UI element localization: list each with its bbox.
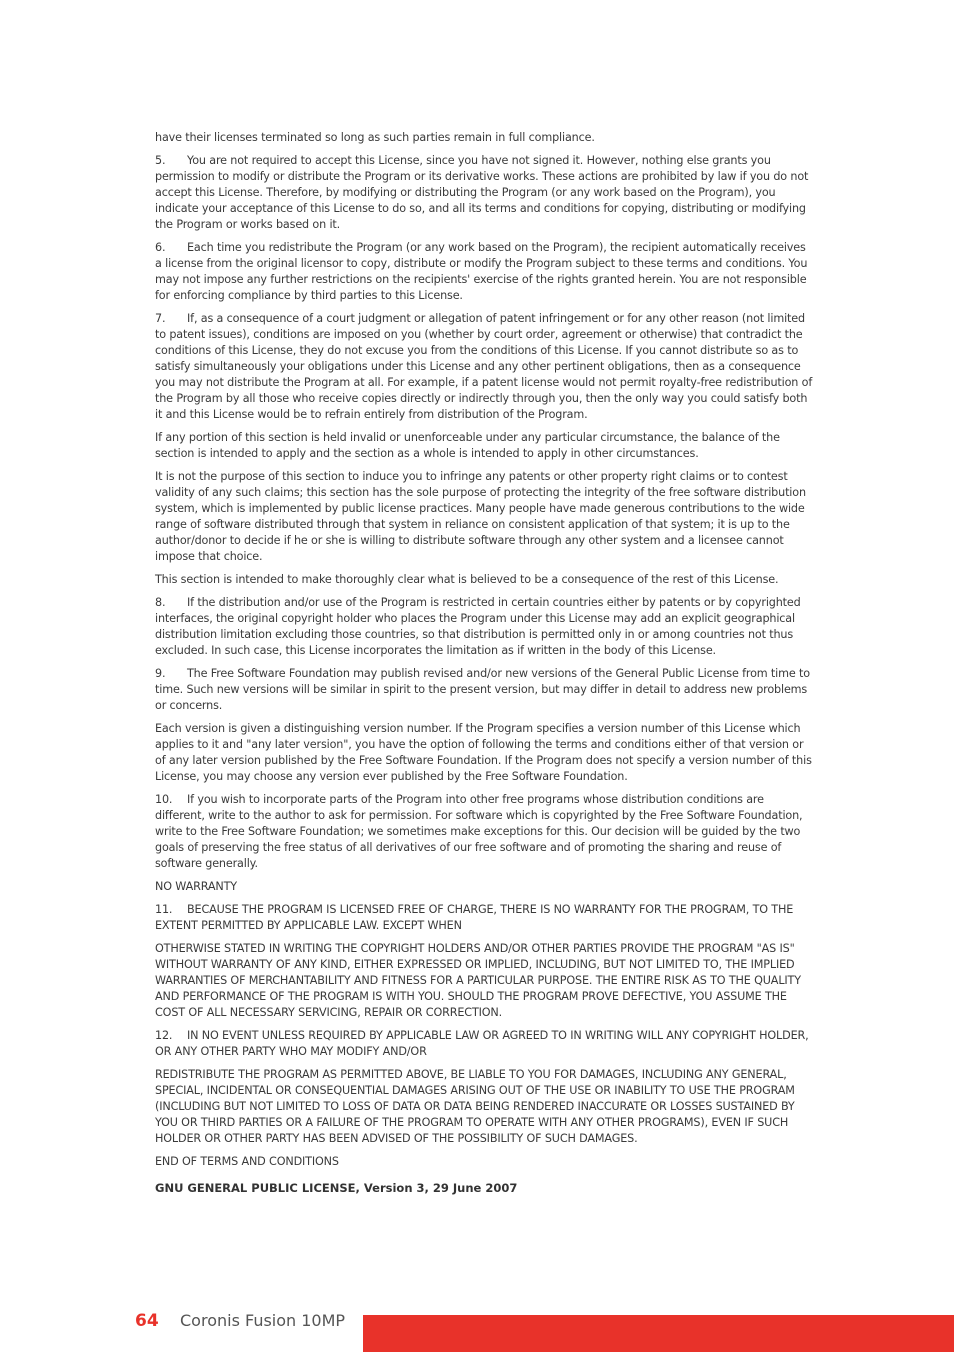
section-8 bbox=[155, 595, 815, 659]
section-10 bbox=[155, 792, 815, 872]
section-number: 9. bbox=[155, 667, 166, 680]
section-7-paragraph-d: This section is intended to make thoroughly clear what is believed to be a consequence of the rest of this License. bbox=[155, 573, 779, 586]
section-9-paragraph-b: Each version is given a distinguishing version number. If the Program specifies a version number of this License which applies to it and "any later version", you have the option of following the terms and conditions either of that version or of any later version published by the Free Software Foundation. If the Program does not specify a version number of this License, you may choose any version ever published by the Free Software Foundation. bbox=[155, 722, 812, 783]
section-text: BECAUSE THE PROGRAM IS LICENSED FREE OF CHARGE, THERE IS NO WARRANTY FOR THE PROGRAM, TO THE EXTENT PERMITTED BY APPLICABLE LAW. EXCEPT WHEN bbox=[155, 903, 794, 932]
section-text: The Free Software Foundation may publish revised and/or new versions of the General Public License from time to time. Such new versions will be similar in spirit to the present version, but may differ in detail to address new problems or concerns. bbox=[155, 667, 810, 712]
section-number: 12. bbox=[155, 1029, 173, 1042]
section-text: You are not required to accept this License, since you have not signed it. However, nothing else grants you permission to modify or distribute the Program or its derivative works. These actions are prohibited by law if you do not accept this License. Therefore, by modifying or distributing the Program (or any work based on the Program), you indicate your acceptance of this License to do so, and all its terms and conditions for copying, distributing or modifying the Program or works based on it. bbox=[155, 154, 809, 231]
section-6 bbox=[155, 240, 815, 304]
section-text: IN NO EVENT UNLESS REQUIRED BY APPLICABLE LAW OR AGREED TO IN WRITING WILL ANY COPYRIGHT HOLDER, OR ANY OTHER PARTY WHO MAY MODIFY AND/OR bbox=[155, 1029, 809, 1058]
product-name: Coronis Fusion 10MP bbox=[180, 1311, 346, 1330]
section-text: If, as a consequence of a court judgment or allegation of patent infringement or for any other reason (not limited to patent issues), conditions are imposed on you (whether by court order, agreement or otherwise) that contradict the conditions of this License, they do not excuse you from the conditions of this License. If you cannot distribute so as to satisfy simultaneously your obligations under this License and any other pertinent obligations, then as a consequence you may not distribute the Program at all. For example, if a patent license would not permit royalty-free redistribution of the Program by all those who receive copies directly or indirectly through you, then the only way you could satisfy both it and this License would be to refrain entirely from distribution of the Program. bbox=[155, 312, 813, 421]
section-7-paragraph-b: If any portion of this section is held invalid or unenforceable under any particular circumstance, the balance of the section is intended to apply and the section as a whole is intended to apply in other circumstances. bbox=[155, 431, 780, 460]
section-number: 7. bbox=[155, 312, 166, 325]
license-text bbox=[155, 130, 815, 1177]
section-number: 8. bbox=[155, 596, 166, 609]
gpl-heading: GNU GENERAL PUBLIC LICENSE, Version 3, 29 June 2007 bbox=[155, 1181, 518, 1195]
section-12-paragraph-b: REDISTRIBUTE THE PROGRAM AS PERMITTED ABOVE, BE LIABLE TO YOU FOR DAMAGES, INCLUDING ANY GENERAL, SPECIAL, INCIDENTAL OR CONSEQUENTIAL DAMAGES ARISING OUT OF THE USE OR INABILITY TO USE THE PROGRAM (INCLUDING BUT NOT LIMITED TO LOSS OF DATA OR DATA BEING RENDERED INACCURATE OR LOSSES SUSTAINED BY YOU OR THIRD PARTIES OR A FAILURE OF THE PROGRAM TO OPERATE WITH ANY OTHER PROGRAMS), EVEN IF SUCH HOLDER OR OTHER PARTY HAS BEEN ADVISED OF THE POSSIBILITY OF SUCH DAMAGES. bbox=[155, 1068, 795, 1145]
section-text: If the distribution and/or use of the Program is restricted in certain countries either by patents or by copyrighted interfaces, the original copyright holder who places the Program under this License may add an explicit geographical distribution limitation excluding those countries, so that distribution is permitted only in or among countries not thus excluded. In such case, this License incorporates the limitation as if written in the body of this License. bbox=[155, 596, 801, 657]
end-of-terms: END OF TERMS AND CONDITIONS bbox=[155, 1155, 339, 1168]
section-number: 5. bbox=[155, 154, 166, 167]
section-9 bbox=[155, 666, 815, 714]
footer-accent-bar bbox=[363, 1315, 954, 1352]
section-number: 10. bbox=[155, 793, 173, 806]
section-number: 6. bbox=[155, 241, 166, 254]
section-11 bbox=[155, 902, 815, 934]
paragraph-continuation: have their licenses terminated so long as such parties remain in full compliance. bbox=[155, 131, 595, 144]
page-number: 64 bbox=[135, 1311, 159, 1331]
section-12 bbox=[155, 1028, 815, 1060]
section-5 bbox=[155, 153, 815, 233]
section-7-paragraph-c: It is not the purpose of this section to induce you to infringe any patents or other property right claims or to contest validity of any such claims; this section has the sole purpose of protecting the integrity of the free software distribution system, which is implemented by public license practices. Many people have made generous contributions to the wide range of software distributed through that system in reliance on consistent application of that system; it is up to the author/donor to decide if he or she is willing to distribute software through any other system and a licensee cannot impose that choice. bbox=[155, 470, 806, 563]
section-text: If you wish to incorporate parts of the Program into other free programs whose distribution conditions are different, write to the author to ask for permission. For software which is copyrighted by the Free Software Foundation, write to the Free Software Foundation; we sometimes make exceptions for this. Our decision will be guided by the two goals of preserving the free status of all derivatives of our free software and of promoting the sharing and reuse of software generally. bbox=[155, 793, 803, 870]
section-number: 11. bbox=[155, 903, 173, 916]
no-warranty-heading: NO WARRANTY bbox=[155, 880, 237, 893]
section-text: Each time you redistribute the Program (or any work based on the Program), the recipient automatically receives a license from the original licensor to copy, distribute or modify the Program subject to these terms and conditions. You may not impose any further restrictions on the recipients' exercise of the rights granted herein. You are not responsible for enforcing compliance by third parties to this License. bbox=[155, 241, 808, 302]
section-7 bbox=[155, 311, 815, 423]
section-11-paragraph-b: OTHERWISE STATED IN WRITING THE COPYRIGHT HOLDERS AND/OR OTHER PARTIES PROVIDE THE PROGRAM "AS IS" WITHOUT WARRANTY OF ANY KIND, EITHER EXPRESSED OR IMPLIED, INCLUDING, BUT NOT LIMITED TO, THE IMPLIED WARRANTIES OF MERCHANTABILITY AND FITNESS FOR A PARTICULAR PURPOSE. THE ENTIRE RISK AS TO THE QUALITY AND PERFORMANCE OF THE PROGRAM IS WITH YOU. SHOULD THE PROGRAM PROVE DEFECTIVE, YOU ASSUME THE COST OF ALL NECESSARY SERVICING, REPAIR OR CORRECTION. bbox=[155, 942, 801, 1019]
